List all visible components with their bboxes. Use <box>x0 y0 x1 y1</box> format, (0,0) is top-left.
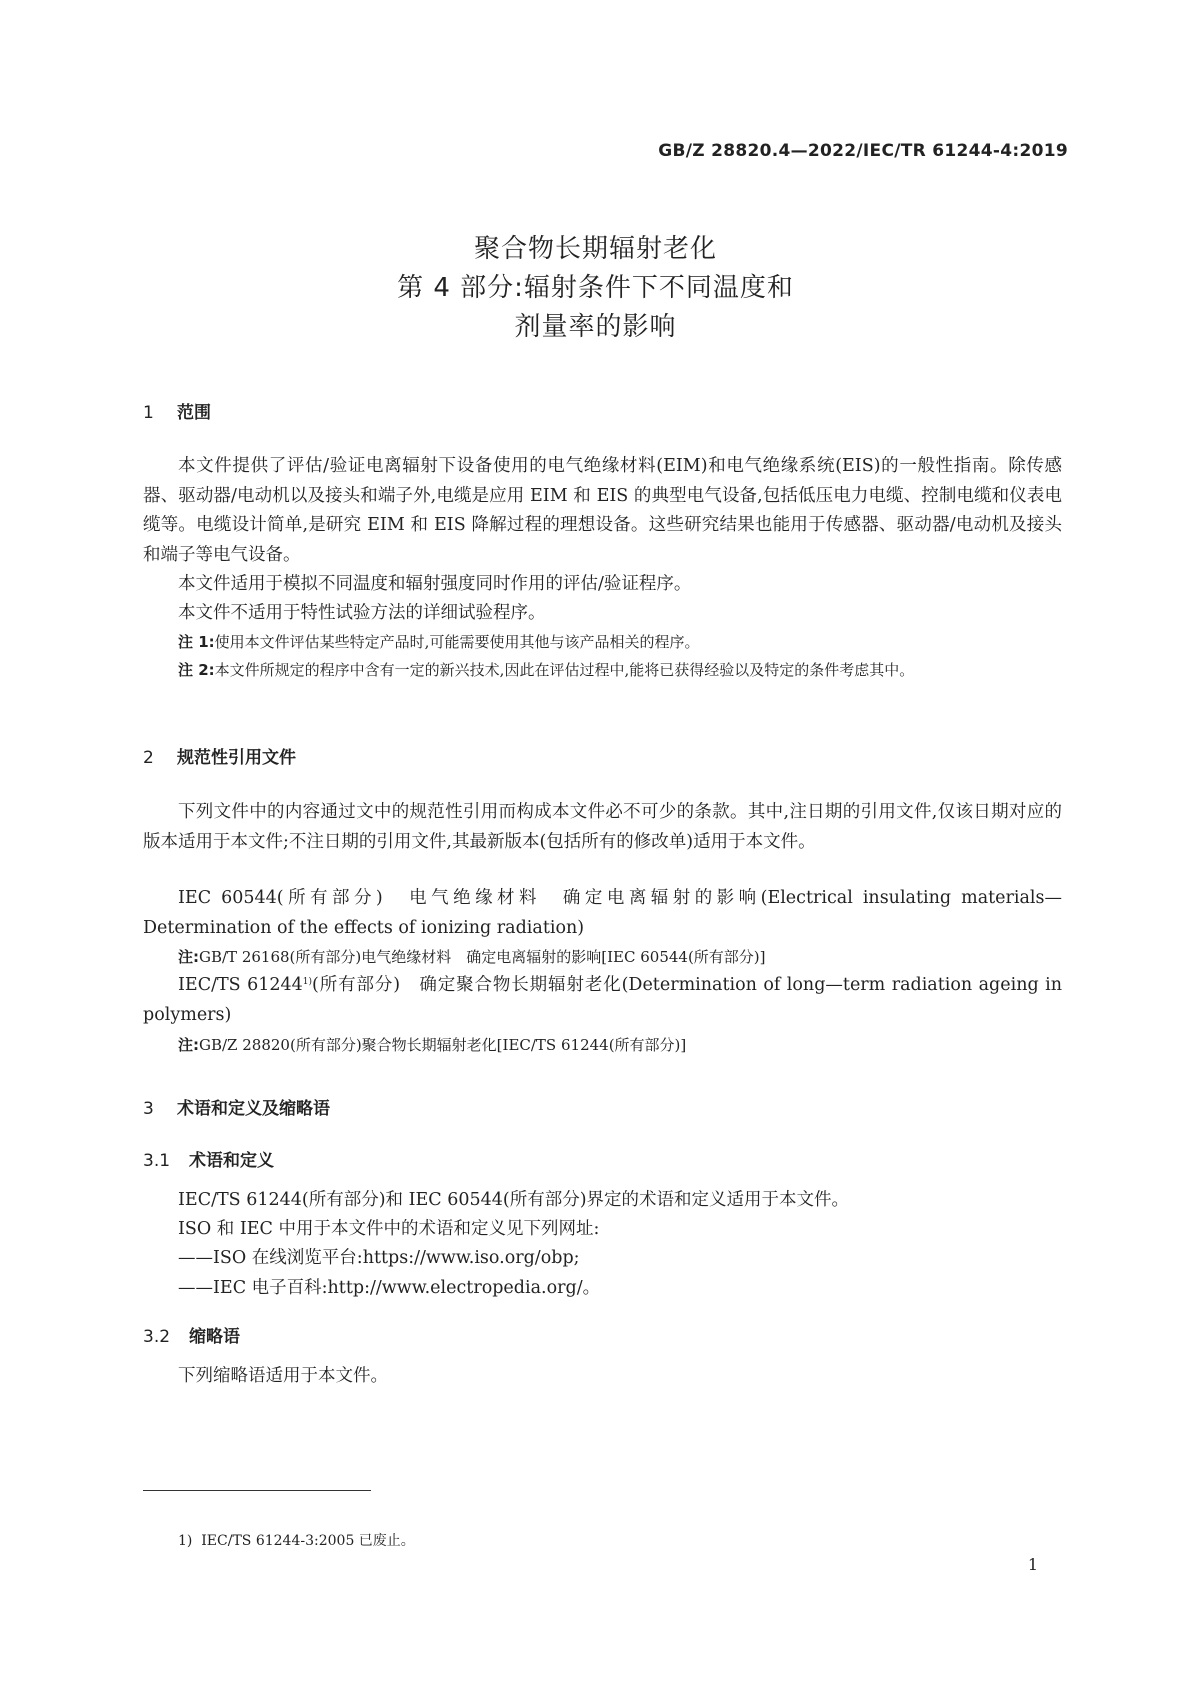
footnote-text: IEC/TS 61244-3:2005 已废止。 <box>201 1533 415 1549</box>
section-3-1-heading <box>143 1146 274 1171</box>
section-title: 范围 <box>177 403 211 423</box>
list-item-iec-electropedia: ——IEC 电子百科:http://www.electropedia.org/。 <box>178 1278 601 1298</box>
reference-iec-ts-61244-note <box>178 1032 1062 1059</box>
section-title: 术语和定义及缩略语 <box>177 1099 330 1119</box>
note-text: GB/T 26168(所有部分)电气绝缘材料 确定电离辐射的影响[IEC 60544(所有部分)] <box>199 948 766 966</box>
section-number: 1 <box>143 403 154 423</box>
reference-iec-ts-61244 <box>143 971 1062 1030</box>
document-title-line-3: 剂量率的影响 <box>514 312 677 342</box>
section-1-paragraph-1: 本文件提供了评估/验证电离辐射下设备使用的电气绝缘材料(EIM)和电气绝缘系统(EIS)的一般性指南。除传感器、驱动器/电动机以及接头和端子外,电缆是应用 EIM 和 EIS 的典型电气设备,包括低压电力电缆、控制电缆和仪表电缆等。电缆设计简单,是研究 EIM 和 EIS 降解过程的理想设备。这些研究结果也能用于传感器、驱动器/电动机及接头和端子等电气设备。 <box>143 456 1062 565</box>
note-text: GB/Z 28820(所有部分)聚合物长期辐射老化[IEC/TS 61244(所有部分)] <box>199 1036 687 1054</box>
section-2-intro: 下列文件中的内容通过文中的规范性引用而构成本文件必不可少的条款。其中,注日期的引用文件,仅该日期对应的版本适用于本文件;不注日期的引用文件,其最新版本(包括所有的修改单)适用于本文件。 <box>143 802 1062 852</box>
document-title-line-1: 聚合物长期辐射老化 <box>473 234 717 264</box>
reference-iec-60544-note <box>178 944 1062 971</box>
document-title-line-2: 第 4 部分:辐射条件下不同温度和 <box>397 273 794 303</box>
section-1-note-2 <box>178 657 1062 684</box>
footnote-rule <box>143 1490 371 1491</box>
section-number: 3.2 <box>143 1327 171 1347</box>
note-label: 注: <box>178 1036 199 1054</box>
note-text: 使用本文件评估某些特定产品时,可能需要使用其他与该产品相关的程序。 <box>214 633 700 651</box>
section-title: 缩略语 <box>189 1327 240 1347</box>
note-label: 注 1: <box>178 633 215 651</box>
section-1-paragraph-3: 本文件不适用于特性试验方法的详细试验程序。 <box>178 603 546 623</box>
note-label: 注 2: <box>178 661 215 679</box>
section-1-heading <box>143 398 211 423</box>
reference-code: IEC/TS 61244 <box>178 975 303 995</box>
page-number: 1 <box>1027 1555 1038 1574</box>
section-1-paragraph-2: 本文件适用于模拟不同温度和辐射强度同时作用的评估/验证程序。 <box>178 574 692 594</box>
list-item-iso-obp: ——ISO 在线浏览平台:https://www.iso.org/obp; <box>178 1248 580 1268</box>
section-3-heading <box>143 1094 330 1119</box>
footnote <box>178 1530 415 1550</box>
section-3-2-heading <box>143 1322 240 1347</box>
section-3-1-paragraph-2: ISO 和 IEC 中用于本文件中的术语和定义见下列网址: <box>178 1219 600 1239</box>
standard-code-header: GB/Z 28820.4—2022/IEC/TR 61244-4:2019 <box>658 141 1068 161</box>
note-text: 本文件所规定的程序中含有一定的新兴技术,因此在评估过程中,能将已获得经验以及特定的条件考虑其中。 <box>214 661 915 679</box>
reference-title: (所有部分) 确定聚合物长期辐射老化(Determination of long—term radiation ageing in polymers) <box>143 975 1062 1025</box>
section-1-note-1 <box>178 629 1062 656</box>
section-number: 3.1 <box>143 1151 171 1171</box>
footnote-marker: 1) <box>302 977 313 987</box>
section-title: 规范性引用文件 <box>177 748 296 768</box>
section-number: 3 <box>143 1099 154 1119</box>
footnote-number: 1) <box>178 1533 193 1549</box>
section-3-1-paragraph-1: IEC/TS 61244(所有部分)和 IEC 60544(所有部分)界定的术语和定义适用于本文件。 <box>178 1190 850 1210</box>
section-number: 2 <box>143 748 154 768</box>
section-2-heading <box>143 743 296 768</box>
section-title: 术语和定义 <box>189 1151 274 1171</box>
reference-iec-60544: IEC 60544(所有部分) 电气绝缘材料 确定电离辐射的影响(Electrical insulating materials—Determination of the effects of ionizing radiation) <box>143 888 1062 938</box>
note-label: 注: <box>178 948 199 966</box>
section-3-2-paragraph-1: 下列缩略语适用于本文件。 <box>178 1366 388 1386</box>
